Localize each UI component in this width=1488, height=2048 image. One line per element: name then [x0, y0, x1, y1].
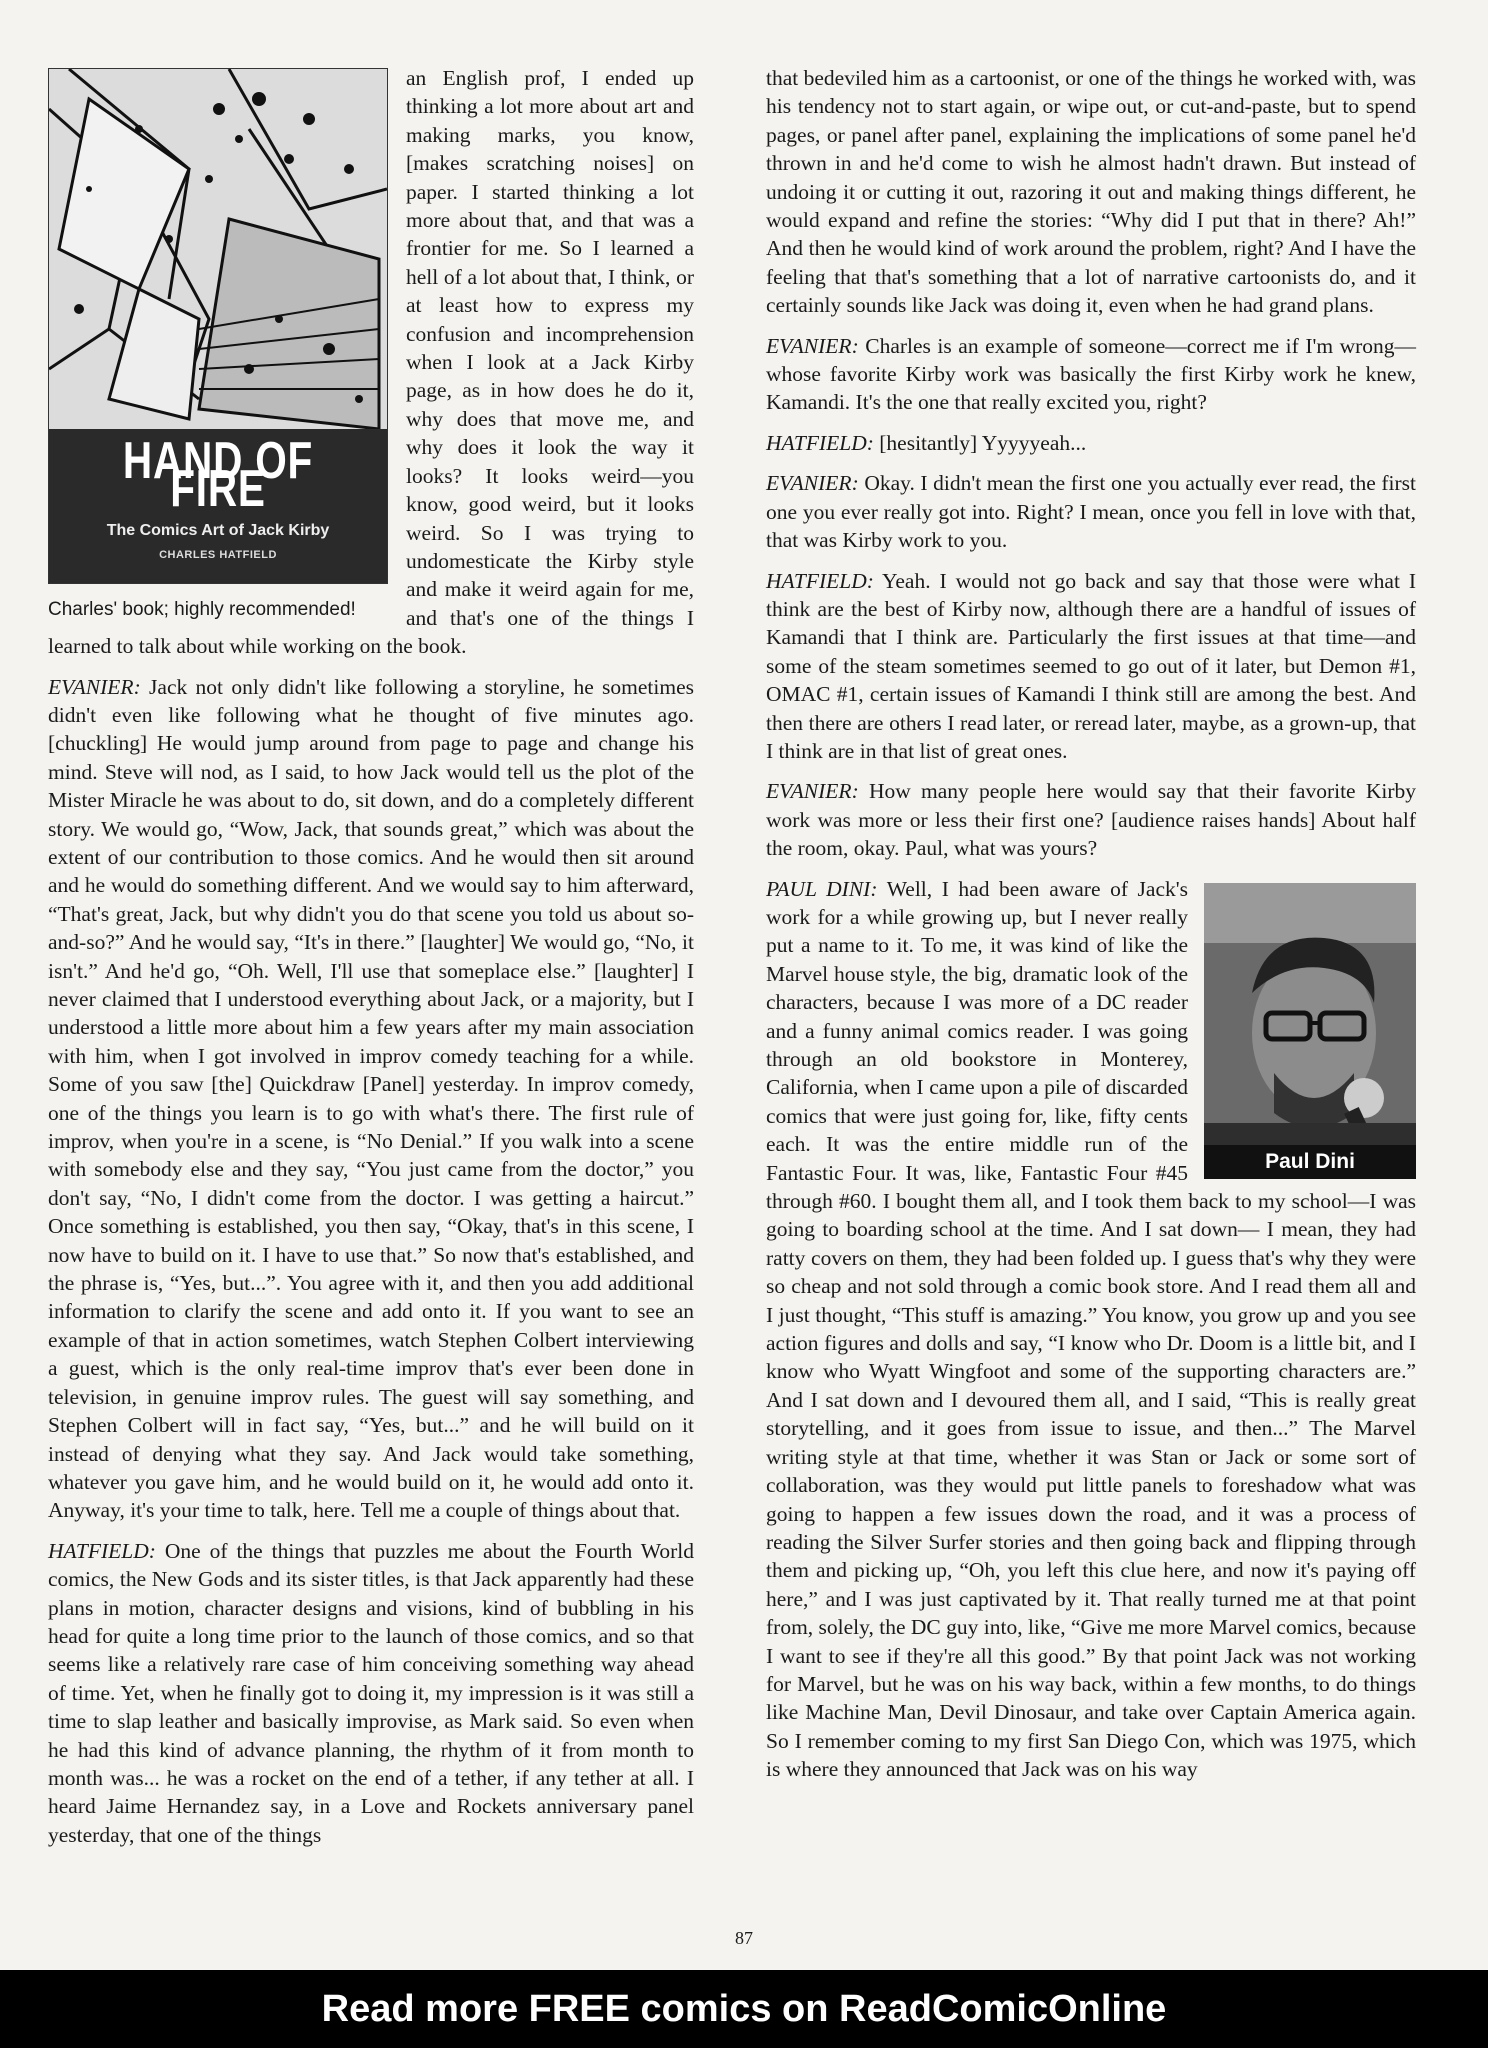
- paragraph: HATFIELD: Yeah. I would not go back and say that those were what I think are the best of Kirby now, although there are a handful of issues of Kamandi that I think are. Particularly the first issues at that time—and some of the steam sometimes seemed to go out of it later, but Demon #1, OMAC #1, certain issues of Kamandi I think still are among the best. And then there are others I read later, or reread later, maybe, as a grown-up, that I think are in that list of great ones.: [766, 568, 1417, 763]
- paragraph: EVANIER: Charles is an example of someone—correct me if I'm wrong—whose favorite Kirby work was basically the first Kirby work he knew, Kamandi. It's the one that really excited you, right?: [766, 333, 1417, 415]
- paul-dini-photo: [1204, 883, 1416, 1179]
- page-number: 87: [735, 1928, 753, 1948]
- photo-image: [1204, 883, 1416, 1179]
- speaker: HATFIELD:: [766, 430, 874, 455]
- book-caption: Charles' book; highly recommended!: [48, 599, 356, 620]
- paragraph: EVANIER: How many people here would say that their favorite Kirby work was more or less their first one? [audience raises hands] About half the room, okay. Paul, what was yours?: [766, 779, 1416, 861]
- book-author: CHARLES HATFIELD: [159, 549, 277, 561]
- right-column: [766, 64, 1416, 1796]
- speaker: EVANIER:: [766, 471, 859, 496]
- photo-label: Paul Dini: [1204, 1145, 1416, 1179]
- paragraph: HATFIELD: [hesitantly] Yyyyyeah...: [766, 430, 1087, 455]
- book-title: HAND OF FIRE: [122, 432, 314, 519]
- left-column: [48, 64, 694, 1861]
- paragraph: an English prof, I ended up thinking a lot more about art and making marks, you know, [makes scratching noises] on paper. I started thinking a lot more about that, and that was a frontier for me. So I learned a hell of a lot about that, I think, or at least how to express my confusion and incomprehension when I look at a Jack Kirby page, as in how does he do it, why does that move me, and why does it look the way it looks? It looks weird—you know, good weird, but it looks weird. So I was trying to undomesticate the Kirby style and make it weird again for me, and that's one of the things I learned to talk about while working on the book.: [48, 66, 694, 659]
- book-figure: [48, 68, 386, 622]
- paragraph: EVANIER: Okay. I didn't mean the first one you actually ever read, the first one you ever really got into. Right? I mean, once you fell in love with that, that was Kirby work to you.: [766, 471, 1417, 553]
- speaker: EVANIER:: [766, 333, 859, 358]
- speaker: EVANIER:: [766, 779, 859, 804]
- promo-banner[interactable]: Read more FREE comics on ReadComicOnline: [0, 1970, 1488, 2048]
- speaker: HATFIELD:: [766, 568, 874, 593]
- paragraph: PAUL DINI: Well, I had been aware of Jack's work for a while growing up, but I never really put a name to it. To me, it was kind of like the Marvel house style, the big, dramatic look of the characters, because I was more of a DC reader and a funny animal comics reader. I was going through an old bookstore in Monterey, California, when I came upon a pile of discarded comics that were just going for, like, fifty cents each. It was the entire middle run of the Fantastic Four. It was, like, Fantastic Four #45 through #60. I bought them all, and I took them back to my school—I was going to boarding school at the time. And I sat down— I mean, they had ratty covers on them, they had been folded up. I guess that's why they were so cheap and not sold through a comic book store. And I read them all and I just thought, “This stuff is amazing.” You know, you grow up and you see action figures and dolls and say, “I know who Dr. Doom is a little bit, and I know who Wyatt Wingfoot and some of the supporting characters are.” And I sat down and I devoured them all, and I said, “This is really great storytelling, and it goes from issue to issue, and then...” The Marvel writing style at that time, whether it was Stan or Jack or some sort of collaboration, was they would put little panels to foreshadow what was going to happen a few issues down the road, and it was a process of reading the Silver Surfer stories and then going back and flipping through them and picking up, “Oh, you left this clue here, and now it's paying off here,” and I was just captivated by it. That really turned me at that point from, solely, the DC guy into, like, “Give me more Marvel comics, because I want to see if they're all this good.” By that point Jack was not working for Marvel, but he was on his way back, within a few months, to do things like Machine Man, Devil Dinosaur, and take over Captain America again. So I remember coming to my first San Diego Con, which was 1975, which is where they announced that Jack was on his way: [766, 876, 1416, 1782]
- speaker: HATFIELD:: [48, 1538, 156, 1563]
- speaker: EVANIER:: [48, 674, 141, 699]
- book-cover-image: [48, 68, 388, 584]
- book-subtitle: The Comics Art of Jack Kirby: [106, 522, 330, 539]
- portrait-art: [1204, 883, 1416, 1179]
- speaker: PAUL DINI:: [766, 876, 878, 901]
- paragraph: EVANIER: Jack not only didn't like following a storyline, he sometimes didn't even like following what he thought of five minutes ago. [chuckling] He would jump around from page to page and change his mind. Steve will nod, as I said, to how Jack would tell us the plot of the Mister Miracle he was about to do, sit down, and do a completely different story. We would go, “Wow, Jack, that sounds great,” which was about the extent of our contribution to those comics. And he would then sit around and he would do something different. And we would say to him afterward, “That's great, Jack, but why didn't you do that scene you told us about so-and-so?” And he would say, “It's in there.” [laughter] We would go, “No, it isn't.” And he'd go, “Oh. Well, I'll use that someplace else.” [laughter] I never claimed that I understood everything about Jack, or a majority, but I understood a little more about him a few years after my main association with him, when I got involved in improv comedy teaching for a while. Some of you saw [the] Quickdraw [Panel] yesterday. In improv comedy, one of the things you learn is to go with what's there. The first rule of improv, when you're in a scene, is “No Denial.” If you walk into a scene with somebody else and they say, “You just came from the doctor,” you don't say, “No, I didn't come from the doctor. I was getting a haircut.” Once something is established, you then say, “Okay, that's in this scene, I now have to build on it. I have to use that.” So now that's established, and the phrase is, “Yes, but...”. You agree with it, and then you add additional information to clarify the scene and add onto it. If you want to see an example of that in action sometimes, watch Stephen Colbert interviewing a guest, which is the only real-time improv that's ever been done in television, in genuine improv rules. The guest will say something, and Stephen Colbert will in fact say, “Yes, but...” and he will build on it instead of denying what they say. And Jack would take something, whatever you gave him, and he would build on it, he would add onto it. Anyway, it's your time to talk, here. Tell me a couple of things about that.: [48, 674, 695, 1523]
- paragraph: HATFIELD: One of the things that puzzles me about the Fourth World comics, the New Gods and its sister titles, is that Jack apparently had these plans in motion, character designs and visions, kind of bubbling in his head for quite a long time prior to the launch of those comics, and so that seems like a relatively rare case of him conceiving something way ahead of time. Yet, when he finally got to doing it, my impression is it was still a time to slap leather and basically improvise, as Mark said. So even when he had this kind of advance planning, the rhythm of it from month to month was... he was a rocket on the end of a tether, if any tether at all. I heard Jaime Hernandez say, in a Love and Rockets anniversary panel yesterday, that one of the things: [48, 1538, 694, 1847]
- paragraph: that bedeviled him as a cartoonist, or one of the things he worked with, was his tendency not to start again, or wipe out, or cut-and-paste, but to spend pages, or panel after panel, explaining the implications of some panel he'd thrown in and he'd come to wish he almost hadn't drawn. But instead of undoing it or cutting it out, razoring it out and making things different, he would expand and refine the stories: “Why did I put that in there? Ah!” And then he would kind of work around the problem, right? And I have the feeling that that's something that a lot of narrative cartoonists do, and it certainly sounds like Jack was doing it, even when he had grand plans.: [766, 66, 1416, 318]
